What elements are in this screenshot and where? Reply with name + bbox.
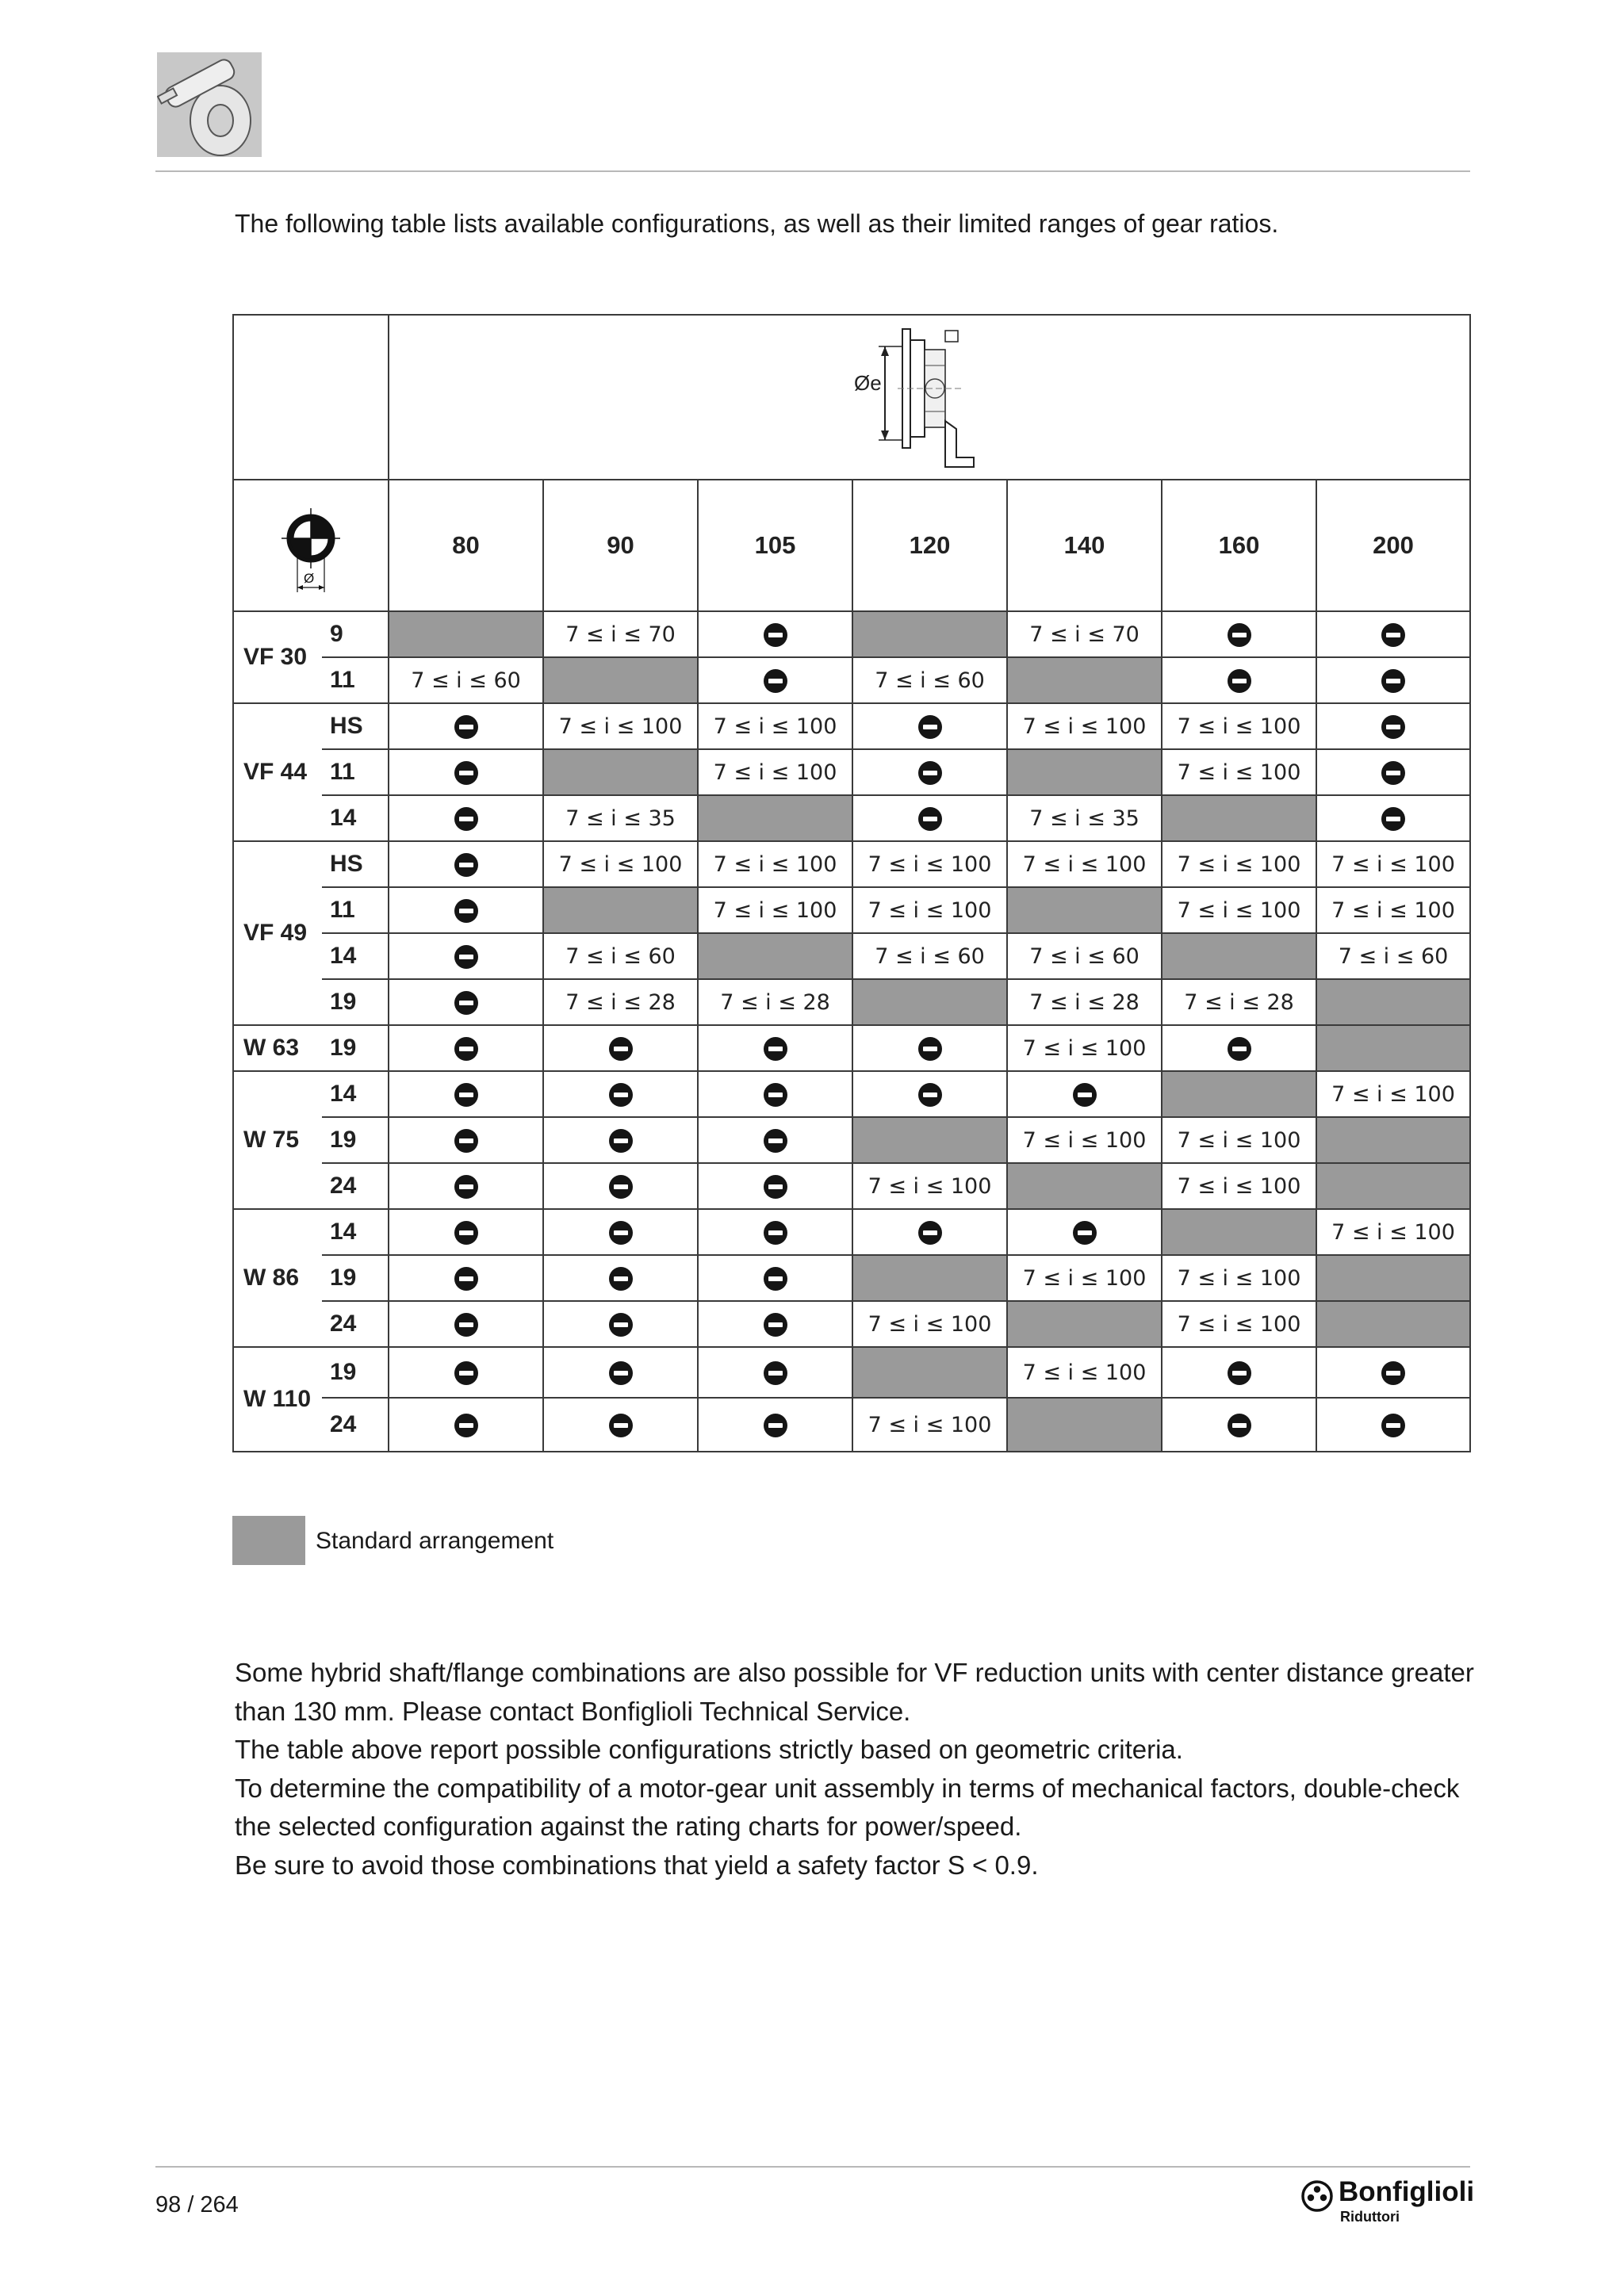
model-label: VF 30 — [233, 611, 322, 703]
ratio-range-cell: 7 ≤ i ≤ 70 — [543, 611, 698, 657]
ratio-range-cell: 7 ≤ i ≤ 60 — [1007, 933, 1162, 979]
shaft-size-label: 11 — [322, 887, 389, 933]
standard-arrangement-cell — [1316, 1255, 1470, 1301]
not-available-icon — [1228, 1361, 1251, 1385]
table-row — [233, 1347, 1470, 1398]
model-label: W 63 — [233, 1025, 322, 1071]
shaft-size-label: 19 — [322, 1025, 389, 1071]
shaft-size-label: 19 — [322, 1117, 389, 1163]
worm-gearbox-icon — [157, 52, 262, 157]
ratio-range-cell: 7 ≤ i ≤ 100 — [852, 887, 1007, 933]
not-available-cell — [852, 703, 1007, 749]
standard-arrangement-cell — [852, 1117, 1007, 1163]
not-available-icon — [1073, 1083, 1097, 1107]
not-available-cell — [1162, 611, 1316, 657]
not-available-icon — [454, 1175, 478, 1199]
standard-arrangement-cell — [1162, 795, 1316, 841]
standard-arrangement-cell — [1162, 1209, 1316, 1255]
not-available-cell — [698, 611, 852, 657]
bonfiglioli-logo-icon — [1300, 2179, 1334, 2213]
notes-block — [235, 1654, 1488, 1885]
standard-arrangement-swatch — [232, 1516, 305, 1565]
not-available-cell — [543, 1209, 698, 1255]
ratio-range-cell: 7 ≤ i ≤ 100 — [698, 703, 852, 749]
not-available-cell — [1007, 1209, 1162, 1255]
not-available-cell — [1316, 749, 1470, 795]
shaft-size-label: 9 — [322, 611, 389, 657]
not-available-cell — [852, 1071, 1007, 1117]
not-available-cell — [1316, 657, 1470, 703]
shaft-size-label: 19 — [322, 1255, 389, 1301]
ratio-range-cell: 7 ≤ i ≤ 28 — [543, 979, 698, 1025]
bonfiglioli-logo — [1300, 2176, 1475, 2229]
not-available-icon — [609, 1037, 633, 1061]
ratio-range-cell: 7 ≤ i ≤ 100 — [852, 1163, 1007, 1209]
model-label: W 86 — [233, 1209, 322, 1347]
standard-arrangement-cell — [852, 1347, 1007, 1398]
ratio-range-cell: 7 ≤ i ≤ 100 — [1007, 703, 1162, 749]
not-available-cell — [389, 841, 543, 887]
not-available-icon — [609, 1414, 633, 1437]
page-number: 98 / 264 — [155, 2192, 239, 2218]
standard-arrangement-cell — [1007, 887, 1162, 933]
standard-arrangement-cell — [698, 933, 852, 979]
standard-arrangement-cell — [1316, 1025, 1470, 1071]
table-row — [233, 1209, 1470, 1255]
standard-arrangement-cell — [543, 887, 698, 933]
table-row — [233, 1398, 1470, 1452]
ratio-range-cell: 7 ≤ i ≤ 100 — [1007, 1347, 1162, 1398]
note-paragraph: The table above report possible configurations strictly based on geometric criteria. — [235, 1735, 1183, 1764]
standard-arrangement-cell — [698, 795, 852, 841]
ratio-range-cell: 7 ≤ i ≤ 100 — [1007, 841, 1162, 887]
not-available-icon — [1381, 761, 1405, 785]
not-available-cell — [389, 1025, 543, 1071]
not-available-icon — [918, 715, 942, 739]
not-available-icon — [609, 1175, 633, 1199]
column-header: 90 — [543, 480, 698, 611]
standard-arrangement-cell — [1316, 979, 1470, 1025]
shaft-diameter-label: Ø — [304, 571, 315, 586]
not-available-cell — [389, 1209, 543, 1255]
standard-arrangement-cell — [1316, 1117, 1470, 1163]
shaft-size-label: 11 — [322, 657, 389, 703]
not-available-icon — [454, 1037, 478, 1061]
standard-arrangement-cell — [1162, 1071, 1316, 1117]
shaft-diagram-cell — [233, 480, 389, 611]
shaft-size-label: HS — [322, 703, 389, 749]
standard-arrangement-cell — [1007, 1398, 1162, 1452]
not-available-cell — [698, 657, 852, 703]
not-available-cell — [1316, 795, 1470, 841]
ratio-range-cell: 7 ≤ i ≤ 100 — [698, 841, 852, 887]
ratio-range-cell: 7 ≤ i ≤ 100 — [1316, 841, 1470, 887]
ratio-range-cell: 7 ≤ i ≤ 100 — [852, 1398, 1007, 1452]
not-available-cell — [389, 979, 543, 1025]
not-available-icon — [454, 899, 478, 923]
table-row — [233, 749, 1470, 795]
not-available-icon — [764, 1083, 787, 1107]
not-available-icon — [918, 1037, 942, 1061]
standard-arrangement-cell — [1007, 657, 1162, 703]
brand-subtitle: Riduttori — [1340, 2209, 1400, 2225]
ratio-range-cell: 7 ≤ i ≤ 100 — [1316, 887, 1470, 933]
not-available-icon — [454, 1313, 478, 1337]
ratio-range-cell: 7 ≤ i ≤ 60 — [543, 933, 698, 979]
not-available-cell — [389, 933, 543, 979]
configuration-table — [232, 314, 1471, 1452]
table-row — [233, 979, 1470, 1025]
shaft-size-label: 24 — [322, 1398, 389, 1452]
not-available-icon — [1381, 1414, 1405, 1437]
table-row — [233, 1255, 1470, 1301]
ratio-range-cell: 7 ≤ i ≤ 100 — [1162, 703, 1316, 749]
not-available-icon — [1381, 1361, 1405, 1385]
column-header: 120 — [852, 480, 1007, 611]
not-available-icon — [764, 1221, 787, 1245]
table-row — [233, 1301, 1470, 1347]
note-paragraph: Be sure to avoid those combinations that yield a safety factor S < 0.9. — [235, 1850, 1039, 1880]
not-available-icon — [1381, 807, 1405, 831]
standard-arrangement-cell — [852, 1255, 1007, 1301]
not-available-cell — [1316, 1398, 1470, 1452]
not-available-cell — [389, 703, 543, 749]
table-row — [233, 841, 1470, 887]
not-available-cell — [698, 1209, 852, 1255]
table-row — [233, 933, 1470, 979]
not-available-cell — [389, 1071, 543, 1117]
shaft-size-label: 11 — [322, 749, 389, 795]
not-available-icon — [764, 1361, 787, 1385]
not-available-cell — [543, 1347, 698, 1398]
not-available-cell — [1162, 1347, 1316, 1398]
not-available-cell — [389, 749, 543, 795]
ratio-range-cell: 7 ≤ i ≤ 100 — [1162, 887, 1316, 933]
model-label: W 110 — [233, 1347, 322, 1452]
flange-diameter-label: Øe — [854, 371, 882, 395]
standard-arrangement-cell — [1007, 749, 1162, 795]
not-available-cell — [698, 1117, 852, 1163]
ratio-range-cell: 7 ≤ i ≤ 28 — [1162, 979, 1316, 1025]
ratio-range-cell: 7 ≤ i ≤ 100 — [1162, 1301, 1316, 1347]
brand-name: Bonfiglioli — [1339, 2176, 1475, 2207]
not-available-cell — [698, 1255, 852, 1301]
flange-diagram-icon — [850, 318, 1009, 476]
ratio-range-cell: 7 ≤ i ≤ 100 — [698, 887, 852, 933]
not-available-icon — [764, 623, 787, 647]
ratio-range-cell: 7 ≤ i ≤ 100 — [543, 841, 698, 887]
not-available-icon — [1381, 715, 1405, 739]
not-available-cell — [389, 1301, 543, 1347]
not-available-icon — [918, 1221, 942, 1245]
standard-arrangement-cell — [1316, 1163, 1470, 1209]
not-available-cell — [389, 1255, 543, 1301]
not-available-icon — [609, 1221, 633, 1245]
not-available-cell — [698, 1163, 852, 1209]
table-row — [233, 611, 1470, 657]
header-divider — [155, 170, 1470, 172]
shaft-size-label: 24 — [322, 1163, 389, 1209]
not-available-cell — [1162, 657, 1316, 703]
ratio-range-cell: 7 ≤ i ≤ 28 — [698, 979, 852, 1025]
not-available-icon — [454, 853, 478, 877]
model-label: W 75 — [233, 1071, 322, 1209]
ratio-range-cell: 7 ≤ i ≤ 60 — [389, 657, 543, 703]
footer-divider — [155, 2166, 1470, 2168]
not-available-icon — [1073, 1221, 1097, 1245]
column-header: 105 — [698, 480, 852, 611]
not-available-cell — [543, 1255, 698, 1301]
model-label: VF 44 — [233, 703, 322, 841]
not-available-icon — [1381, 623, 1405, 647]
not-available-cell — [543, 1117, 698, 1163]
not-available-cell — [1007, 1071, 1162, 1117]
not-available-cell — [698, 1071, 852, 1117]
standard-arrangement-cell — [852, 611, 1007, 657]
standard-arrangement-cell — [543, 749, 698, 795]
ratio-range-cell: 7 ≤ i ≤ 100 — [1007, 1255, 1162, 1301]
not-available-icon — [1381, 669, 1405, 693]
note-paragraph: Some hybrid shaft/flange combinations are also possible for VF reduction units with center distance greater than 130 mm. Please contact Bonfiglioli Technical Service. — [235, 1658, 1474, 1726]
not-available-cell — [698, 1347, 852, 1398]
not-available-icon — [764, 1037, 787, 1061]
not-available-cell — [543, 1301, 698, 1347]
not-available-cell — [852, 795, 1007, 841]
not-available-icon — [609, 1361, 633, 1385]
ratio-range-cell: 7 ≤ i ≤ 100 — [698, 749, 852, 795]
not-available-icon — [1228, 1414, 1251, 1437]
not-available-cell — [1162, 1025, 1316, 1071]
model-label: VF 49 — [233, 841, 322, 1025]
table-row — [233, 795, 1470, 841]
not-available-icon — [454, 991, 478, 1015]
ratio-range-cell: 7 ≤ i ≤ 100 — [1162, 1117, 1316, 1163]
intro-text: The following table lists available configurations, as well as their limited ranges of gear ratios. — [235, 209, 1279, 238]
not-available-cell — [543, 1163, 698, 1209]
flange-diagram-cell — [389, 315, 1470, 480]
not-available-icon — [454, 945, 478, 969]
not-available-icon — [454, 761, 478, 785]
column-header: 80 — [389, 480, 543, 611]
not-available-icon — [609, 1267, 633, 1291]
legend-label: Standard arrangement — [316, 1528, 554, 1554]
not-available-icon — [764, 1129, 787, 1153]
table-row — [233, 657, 1470, 703]
not-available-cell — [852, 749, 1007, 795]
not-available-icon — [918, 761, 942, 785]
table-row — [233, 1071, 1470, 1117]
not-available-icon — [609, 1129, 633, 1153]
not-available-icon — [454, 1221, 478, 1245]
ratio-range-cell: 7 ≤ i ≤ 100 — [1316, 1209, 1470, 1255]
not-available-icon — [1228, 623, 1251, 647]
not-available-icon — [609, 1083, 633, 1107]
shaft-size-label: 19 — [322, 1347, 389, 1398]
ratio-range-cell: 7 ≤ i ≤ 70 — [1007, 611, 1162, 657]
table-row — [233, 703, 1470, 749]
column-header: 200 — [1316, 480, 1470, 611]
not-available-icon — [1228, 669, 1251, 693]
shaft-size-label: 14 — [322, 1071, 389, 1117]
column-header: 140 — [1007, 480, 1162, 611]
table-row — [233, 1117, 1470, 1163]
standard-arrangement-cell — [1007, 1301, 1162, 1347]
ratio-range-cell: 7 ≤ i ≤ 100 — [1162, 1255, 1316, 1301]
not-available-cell — [1316, 611, 1470, 657]
not-available-cell — [389, 1117, 543, 1163]
not-available-icon — [764, 1414, 787, 1437]
shaft-size-label: 14 — [322, 1209, 389, 1255]
not-available-cell — [698, 1025, 852, 1071]
ratio-range-cell: 7 ≤ i ≤ 35 — [1007, 795, 1162, 841]
not-available-icon — [454, 1361, 478, 1385]
standard-arrangement-cell — [852, 979, 1007, 1025]
not-available-cell — [698, 1398, 852, 1452]
not-available-icon — [454, 715, 478, 739]
not-available-cell — [389, 1398, 543, 1452]
standard-arrangement-cell — [543, 657, 698, 703]
not-available-icon — [454, 1083, 478, 1107]
table-row — [233, 887, 1470, 933]
not-available-cell — [1316, 703, 1470, 749]
ratio-range-cell: 7 ≤ i ≤ 100 — [1162, 1163, 1316, 1209]
standard-arrangement-cell — [1007, 1163, 1162, 1209]
ratio-range-cell: 7 ≤ i ≤ 100 — [852, 841, 1007, 887]
not-available-cell — [389, 795, 543, 841]
not-available-cell — [1316, 1347, 1470, 1398]
standard-arrangement-cell — [389, 611, 543, 657]
not-available-icon — [454, 1414, 478, 1437]
shaft-size-label: 14 — [322, 933, 389, 979]
ratio-range-cell: 7 ≤ i ≤ 60 — [852, 933, 1007, 979]
not-available-cell — [543, 1071, 698, 1117]
not-available-icon — [454, 1267, 478, 1291]
column-header: 160 — [1162, 480, 1316, 611]
not-available-cell — [698, 1301, 852, 1347]
not-available-icon — [609, 1313, 633, 1337]
table-row — [233, 1163, 1470, 1209]
ratio-range-cell: 7 ≤ i ≤ 35 — [543, 795, 698, 841]
not-available-cell — [389, 887, 543, 933]
shaft-size-label: 24 — [322, 1301, 389, 1347]
ratio-range-cell: 7 ≤ i ≤ 28 — [1007, 979, 1162, 1025]
not-available-icon — [764, 669, 787, 693]
ratio-range-cell: 7 ≤ i ≤ 100 — [852, 1301, 1007, 1347]
ratio-range-cell: 7 ≤ i ≤ 60 — [1316, 933, 1470, 979]
not-available-cell — [852, 1025, 1007, 1071]
not-available-icon — [918, 807, 942, 831]
ratio-range-cell: 7 ≤ i ≤ 60 — [852, 657, 1007, 703]
not-available-icon — [918, 1083, 942, 1107]
not-available-icon — [454, 1129, 478, 1153]
shaft-diagram-icon — [275, 494, 347, 597]
ratio-range-cell: 7 ≤ i ≤ 100 — [1162, 841, 1316, 887]
not-available-cell — [1162, 1398, 1316, 1452]
not-available-cell — [543, 1398, 698, 1452]
not-available-cell — [543, 1025, 698, 1071]
ratio-range-cell: 7 ≤ i ≤ 100 — [1162, 749, 1316, 795]
ratio-range-cell: 7 ≤ i ≤ 100 — [543, 703, 698, 749]
not-available-icon — [764, 1175, 787, 1199]
shaft-size-label: HS — [322, 841, 389, 887]
not-available-icon — [764, 1313, 787, 1337]
table-row — [233, 1025, 1470, 1071]
not-available-cell — [852, 1209, 1007, 1255]
ratio-range-cell: 7 ≤ i ≤ 100 — [1007, 1117, 1162, 1163]
not-available-icon — [454, 807, 478, 831]
ratio-range-cell: 7 ≤ i ≤ 100 — [1007, 1025, 1162, 1071]
note-paragraph: To determine the compatibility of a motor-gear unit assembly in terms of mechanical factors, double-check the selected configuration against the rating charts for power/speed. — [235, 1773, 1460, 1841]
standard-arrangement-cell — [1162, 933, 1316, 979]
shaft-size-label: 14 — [322, 795, 389, 841]
ratio-range-cell: 7 ≤ i ≤ 100 — [1316, 1071, 1470, 1117]
table-corner-cell — [233, 315, 389, 480]
not-available-cell — [389, 1163, 543, 1209]
not-available-icon — [1228, 1037, 1251, 1061]
standard-arrangement-cell — [1316, 1301, 1470, 1347]
shaft-size-label: 19 — [322, 979, 389, 1025]
not-available-icon — [764, 1267, 787, 1291]
not-available-cell — [389, 1347, 543, 1398]
